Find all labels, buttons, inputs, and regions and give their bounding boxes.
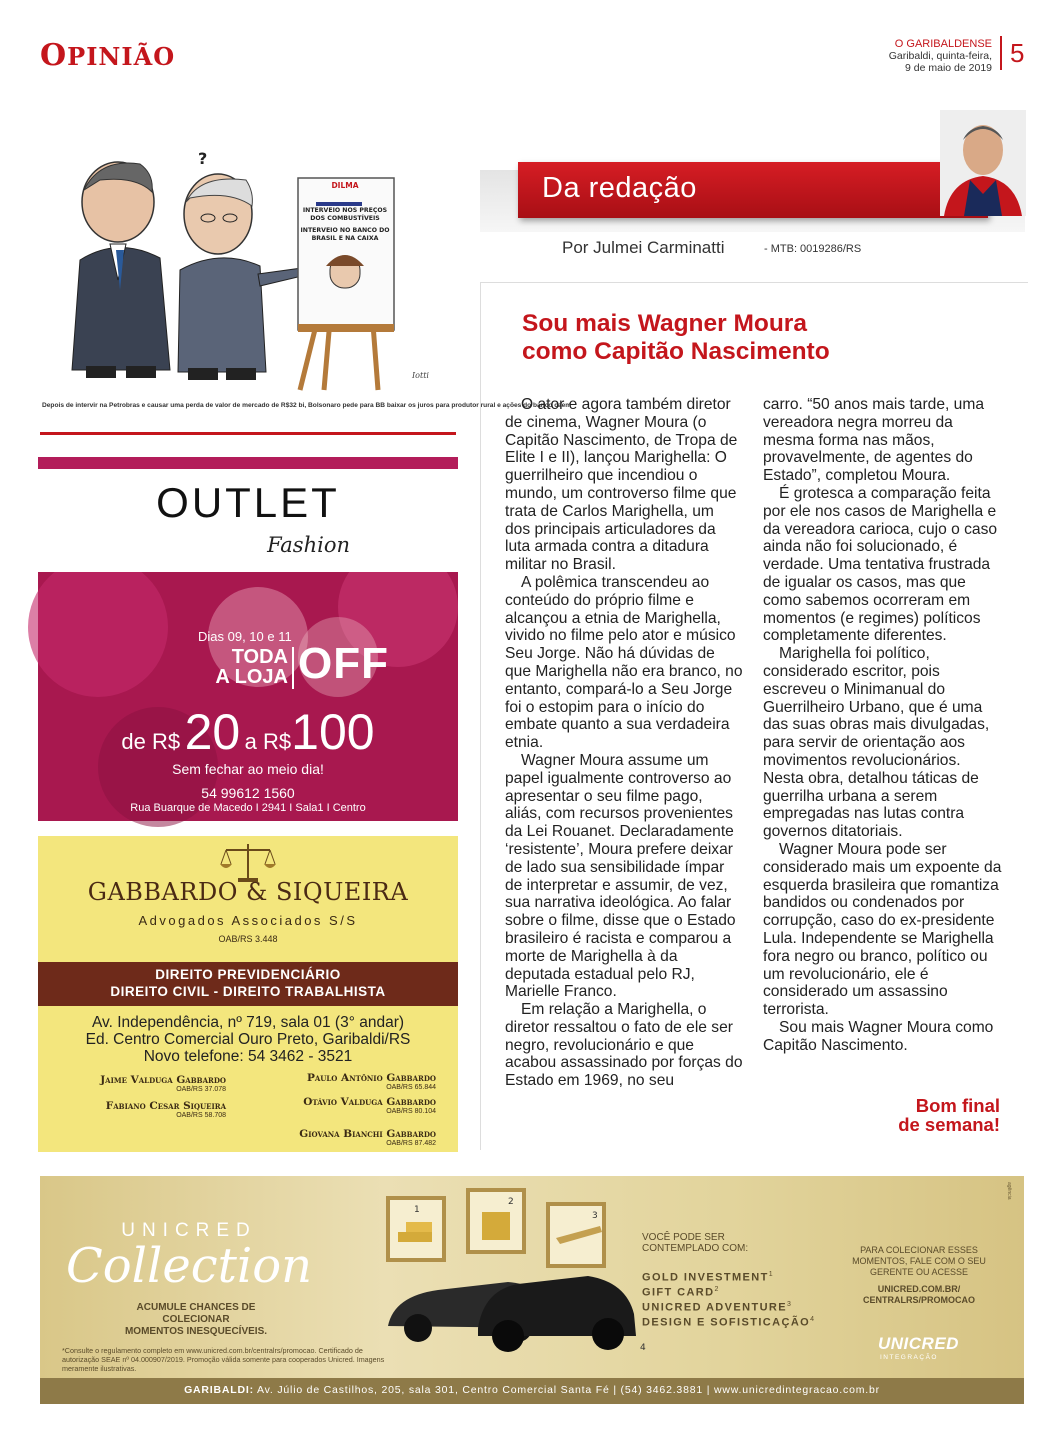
prize-sup: 3	[787, 1301, 793, 1308]
outlet-dates: Dias 09, 10 e 11	[198, 629, 292, 644]
lawyer-name: Jaime Valduga Gabbardo	[100, 1074, 226, 1086]
contact-url-line1: UNICRED.COM.BR/	[877, 1284, 961, 1294]
unicred-fine-print: *Consulte o regulamento completo em www.unicred.com.br/centralrs/promocao. Certificado de autorização SEAE nº 04.000907/2019. Promoção válida somente para cooperados Unicred. Imagens meramente ilustrativas.	[62, 1346, 385, 1373]
cartoon-signature: Iotti	[412, 371, 429, 380]
lawyer	[260, 1096, 436, 1115]
unicred-logo: UNICRED	[878, 1334, 959, 1353]
page-number: 5	[1000, 36, 1024, 70]
prize-label: UNICRED ADVENTURE	[642, 1301, 788, 1314]
law-firm-name: GABBARDO & SIQUEIRA	[87, 878, 409, 906]
outlet-price	[38, 703, 458, 761]
lawyer-name: Fabiano Cesar Siqueira	[105, 1100, 226, 1112]
prize-label: GIFT CARD	[642, 1286, 715, 1299]
prize-label: GOLD INVESTMENT	[642, 1271, 769, 1284]
outlet-toda-line1: TODA	[231, 646, 288, 668]
paragraph: Em relação a Marighella, o diretor ressaltou o fato de ele ser negro, revolucionário e que acabou assassinado por forças do Estado em 1969, no seu	[505, 1001, 743, 1090]
contact-url-line2: CENTRALRS/PROMOCAO	[863, 1295, 975, 1305]
cartoon-illustration	[40, 140, 454, 400]
prize-number: 4	[640, 1343, 646, 1353]
prize-sup: 2	[714, 1286, 720, 1293]
outlet-background-photo	[38, 567, 458, 821]
prize-item	[642, 1301, 792, 1314]
voce-line2: CONTEMPLADO COM:	[642, 1243, 749, 1254]
unicred-collection-title: Collection	[66, 1238, 313, 1294]
lawyer-name: Otávio Valduga Gabbardo	[303, 1096, 436, 1108]
author-photo	[940, 110, 1026, 216]
cartoon-sign-line2: DOS COMBUSTÍVEIS	[310, 215, 380, 222]
outlet-divider	[292, 647, 294, 689]
column-title: Da redação	[542, 172, 697, 204]
law-address-1: Av. Independência, nº 719, sala 01 (3° andar)	[91, 1014, 405, 1031]
unicred-collection-ad	[40, 1176, 1024, 1404]
prize-sup: 4	[810, 1316, 816, 1323]
prize-label: DESIGN E SOFISTICAÇÃO	[642, 1316, 811, 1329]
prize-number: 1	[414, 1205, 420, 1215]
paragraph: Wagner Moura assume um papel igualmente controverso ao apresentar o seu filme pago, aliás, com recursos provenientes da Lei Rouanet. Declaradamente ‘resistente’, Moura prefere deixar de lado sua sensibilidade ímpar de interpretar e assumir, de vez, sua narrativa ideológica. Ao falar sobre o filme, disse que o Estado brasileiro é racista e comparou a morte de Marighella à da deputada estadual pelo RJ, Marielle Franco.	[505, 751, 736, 1001]
dateline-line2: 9 de maio de 2019	[905, 62, 992, 74]
cartoon-sign-line1: INTERVEIO NOS PREÇOS	[302, 207, 388, 214]
paragraph: A polêmica transcendeu ao conteúdo do próprio filme e alcançou a etnia de Marighella, vivido no filme pelo ator e músico Seu Jorge. Não há dúvidas de que Marighella não era branco, no entanto, compará-lo a Seu Jorge foi o estopim para o início do embate quanto a sua verdadeira etnia.	[505, 573, 743, 752]
editorial-cartoon	[40, 140, 572, 425]
unicred-tagline-line2: MOMENTOS INESQUECÍVEIS.	[124, 1326, 268, 1337]
law-address-2: Ed. Centro Comercial Ouro Preto, Garibaldi/RS	[85, 1031, 411, 1048]
paragraph: O ator e agora também diretor de cinema, Wagner Moura (o Capitão Nascimento, de Tropa de Elite I e II), lançou Marighella: O guerrilheiro que incendiou o mundo, um controverso filme que trata de Carlos Marighella, um dos principais articuladores da luta armada contra a ditadura militar no Brasil.	[505, 396, 738, 574]
lawyer	[238, 1128, 436, 1147]
signoff-line2: de semana!	[898, 1114, 1000, 1135]
law-firm-ad	[38, 836, 458, 1152]
paragraph: É grotesca a comparação feita por ele nos casos de Marighella e da vereadora carioca, cujo o caso ainda não foi solucionado, é verdade. Uma tentativa frustrada de igualar os casos, mas que como sabemos ocorreram em momentos (e regimes) políticos completamente diferentes.	[763, 484, 998, 645]
unicred-tagline-line1: ACUMULE CHANCES DE COLECIONAR	[136, 1302, 256, 1325]
contact-line1: PARA COLECIONAR ESSES	[860, 1245, 978, 1255]
paragraph: Wagner Moura pode ser considerado mais um expoente da esquerda brasileira que romantiza bandidos ou condenados por corrupção, caso do ex-presidente Lula. Independente se Marighella fora negro ou branco, político ou um revolucionário, ele é considerado um assassino terrorista.	[763, 840, 1002, 1019]
unicred-top-word: UNICRED	[121, 1220, 257, 1241]
prize-item	[642, 1316, 815, 1329]
voce-line1: VOCÊ PODE SER	[642, 1232, 725, 1243]
outlet-address: Rua Buarque de Macedo I 2941 I Sala1 I Centro	[130, 802, 366, 814]
outlet-toda-line2: A LOJA	[215, 666, 288, 688]
section-title-rest: PINIÃO	[67, 42, 176, 71]
lawyer	[58, 1100, 226, 1119]
outlet-toda-loja	[188, 647, 288, 687]
section-title-cap: O	[40, 38, 68, 73]
prize-number: 3	[592, 1211, 598, 1221]
masthead	[889, 38, 992, 74]
contact-line3: GERENTE OU ACESSE	[869, 1267, 969, 1277]
article-column-2	[763, 396, 1005, 1054]
price-de: de R$	[121, 729, 181, 754]
prize-item	[642, 1286, 720, 1299]
lawyer-oab: OAB/RS 80.104	[386, 1108, 436, 1115]
lawyer-oab: OAB/RS 58.708	[176, 1112, 226, 1119]
outlet-phone: 54 99612 1560	[201, 785, 295, 801]
column-head	[480, 110, 1028, 280]
unicred-address-text: Av. Júlio de Castilhos, 205, sala 301, Centro Comercial Santa Fé | (54) 3462.3881 | www.unicredintegracao.com.br	[257, 1384, 880, 1396]
law-area-1: DIREITO PREVIDENCIÁRIO	[155, 967, 341, 982]
price-low: 20	[184, 704, 241, 760]
lawyer-oab: OAB/RS 87.482	[386, 1140, 436, 1147]
unicred-logo-sub: INTEGRAÇÃO	[880, 1354, 938, 1361]
prizes-illustration	[368, 1178, 658, 1356]
article-headline	[522, 310, 1012, 366]
outlet-title: OUTLET	[156, 479, 340, 526]
section-divider	[40, 432, 456, 435]
cartoon-sign-line3: INTERVEIO NO BANCO DO	[300, 227, 390, 234]
outlet-subtitle: Fashion	[267, 533, 350, 557]
paragraph: Sou mais Wagner Moura como Capitão Nascimento.	[763, 1018, 994, 1054]
law-area-2: DIREITO CIVIL - DIREITO TRABALHISTA	[110, 984, 386, 999]
column-mtb: - MTB: 0019286/RS	[764, 243, 862, 255]
paragraph: carro. “50 anos mais tarde, uma vereadora negra morreu da mesma forma nas mãos, provavelmente, de agentes do Estado”, completou Moura.	[763, 396, 985, 485]
prize-sup: 1	[768, 1271, 775, 1278]
cartoon-question-mark: ?	[198, 149, 208, 168]
unicred-contact	[840, 1245, 998, 1278]
prize-item	[642, 1271, 774, 1284]
lawyer	[58, 1074, 226, 1093]
cartoon-sign-title: DILMA	[331, 181, 359, 190]
article-column-1	[505, 396, 743, 1090]
cartoon-caption: Depois de intervir na Petrobras e causar uma perda de valor de mercado de R$32 bi, Bolsonaro pede para BB baixar os juros para produtor rural e ações do banco caem	[42, 402, 572, 409]
unicred-tagline	[106, 1302, 286, 1338]
lawyer-name: Giovana Bianchi Gabbardo	[299, 1128, 436, 1140]
signoff-line1: Bom final	[915, 1095, 1000, 1116]
unicred-address	[40, 1384, 1024, 1396]
agency-credit: agência	[1006, 1182, 1012, 1200]
unicred-city: GARIBALDI:	[184, 1384, 254, 1396]
law-firm-oab: OAB/RS 3.448	[218, 934, 278, 944]
article-signoff	[860, 1096, 1000, 1134]
cartoon-sign-line4: BRASIL E NA CAIXA	[311, 235, 379, 242]
column-author: Por Julmei Carminatti	[562, 238, 725, 257]
law-phone: Novo telefone: 54 3462 - 3521	[143, 1048, 353, 1065]
law-firm-assoc: Advogados Associados S/S	[138, 913, 358, 928]
lawyer-oab: OAB/RS 37.078	[176, 1086, 226, 1093]
lawyer-name: Paulo Antônio Gabbardo	[306, 1072, 436, 1084]
headline-line1: Sou mais Wagner Moura	[522, 310, 807, 337]
outlet-off: OFF	[298, 639, 389, 688]
paper-name: O GARIBALDENSE	[894, 38, 992, 50]
prize-number: 2	[508, 1197, 514, 1207]
unicred-voce	[642, 1232, 748, 1254]
price-high: 100	[291, 704, 375, 760]
contact-line2: MOMENTOS, FALE COM O SEU	[852, 1256, 986, 1266]
headline-line2: como Capitão Nascimento	[522, 338, 830, 365]
price-a: a R$	[244, 729, 292, 754]
lawyer	[260, 1072, 436, 1091]
dateline-line1: Garibaldi, quinta-feira,	[888, 50, 992, 62]
section-title	[40, 38, 175, 73]
lawyer-oab: OAB/RS 65.844	[386, 1084, 436, 1091]
unicred-contact-url	[840, 1284, 998, 1306]
outlet-note: Sem fechar ao meio dia!	[172, 761, 324, 777]
outlet-fashion-ad	[38, 457, 458, 821]
paragraph: Marighella foi político, considerado escritor, pois escreveu o Minimanual do Guerrilheiro Urbano, que é uma das suas obras mais divulgadas, para servir de orientação aos movimentos revolucionários. Nesta obra, detalhou táticas de guerrilha urbana a serem empregadas nas lutas contra governos ditatoriais.	[763, 645, 990, 841]
